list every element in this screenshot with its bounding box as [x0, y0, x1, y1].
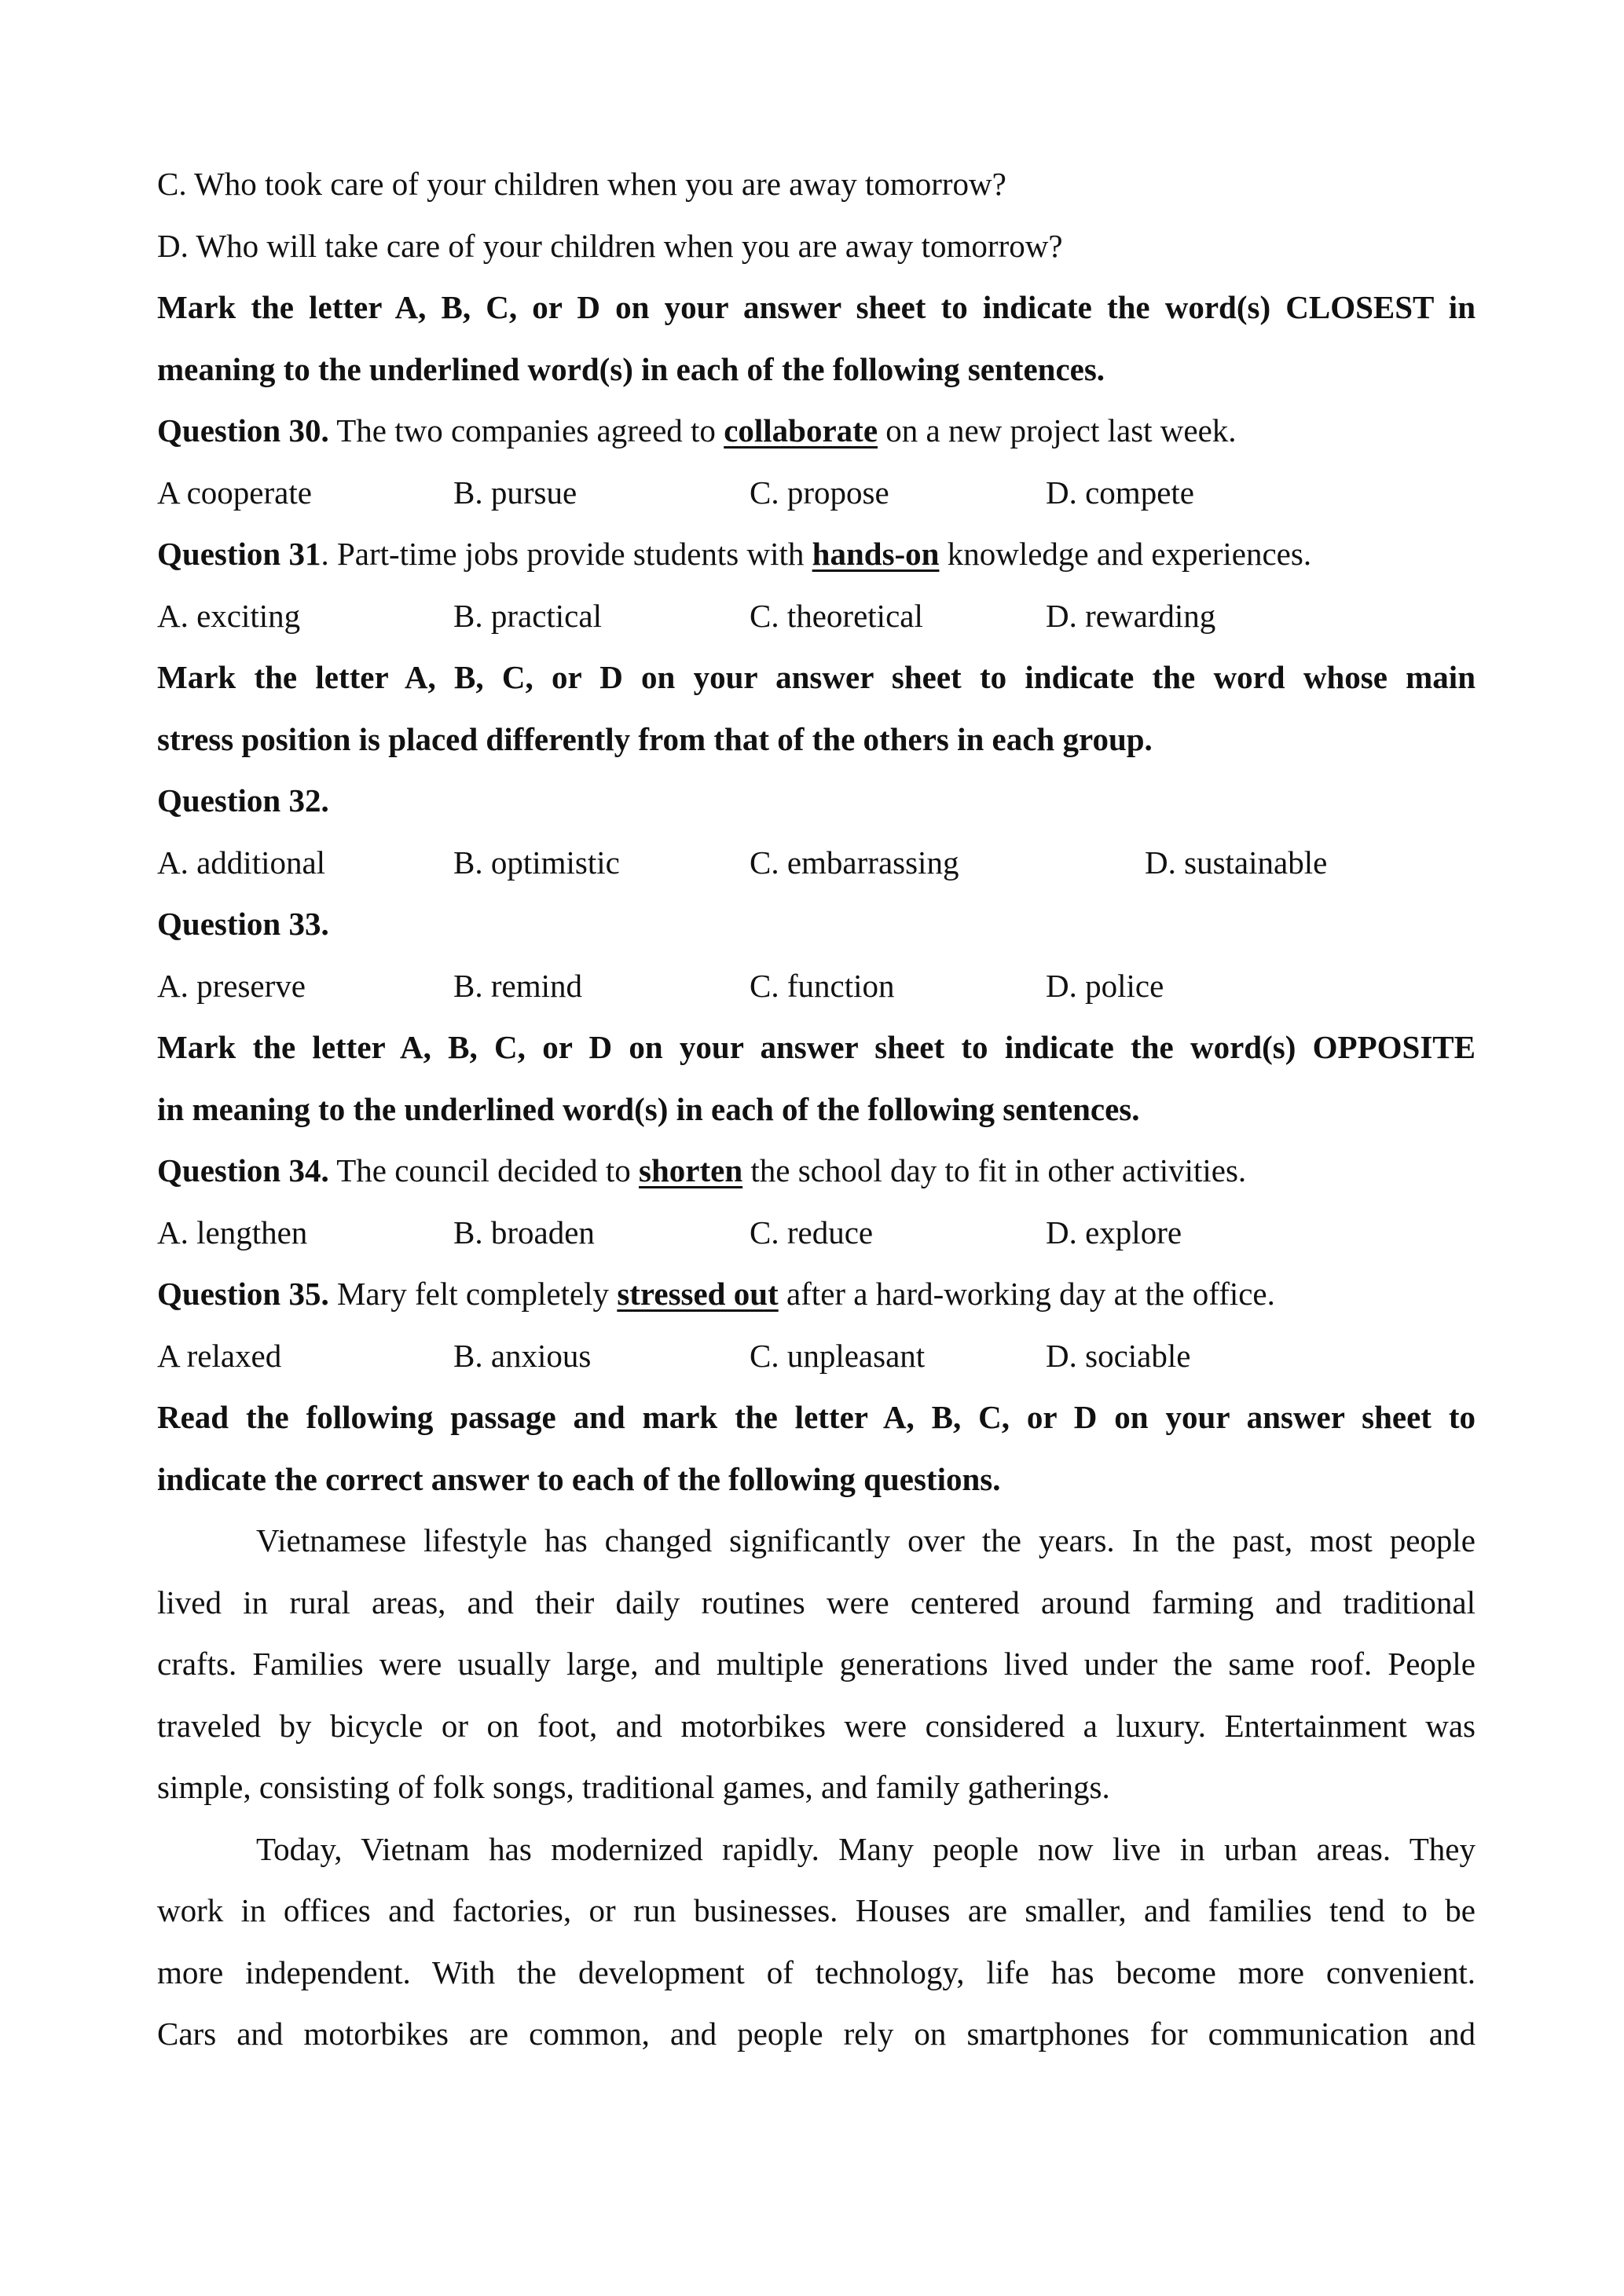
- q33-option-d: D. police: [1046, 967, 1164, 1004]
- q35-stem: [157, 1263, 1476, 1325]
- section-stress-instruction-2: stress position is placed differently from that of the others in each group.: [157, 720, 1153, 757]
- q34-stem: [157, 1140, 1476, 1202]
- q30-stem: [157, 400, 1476, 462]
- q31-option-a: A. exciting: [157, 597, 301, 634]
- section-closest-instruction-2: meaning to the underlined word(s) in each of the following sentences.: [157, 350, 1105, 387]
- passage-paragraph-1: [157, 1510, 1476, 1818]
- q34-option-c: C. reduce: [750, 1214, 874, 1251]
- passage-line: lived in rural areas, and their daily routines were centered around farming and traditional: [157, 1584, 1476, 1620]
- q34-label: Question 34.: [157, 1152, 329, 1188]
- section-closest-instruction-1: Mark the letter A, B, C, or D on your answer sheet to indicate the word(s) CLOSEST in: [157, 289, 1476, 325]
- passage-paragraph-2: [157, 1818, 1476, 2065]
- q34-text-after: the school day to fit in other activities.: [742, 1152, 1247, 1188]
- passage-line: Vietnamese lifestyle has changed significantly over the years. In the past, most people: [256, 1522, 1476, 1558]
- q35-text-before: Mary felt completely: [328, 1276, 618, 1312]
- passage-line: Cars and motorbikes are common, and people rely on smartphones for communication and: [157, 2016, 1476, 2052]
- q30-option-d: D. compete: [1046, 474, 1194, 511]
- section-reading-instruction-2: indicate the correct answer to each of the following questions.: [157, 1460, 1001, 1497]
- q31-label: Question 31: [157, 536, 321, 572]
- q31-options: [157, 585, 1476, 647]
- q30-text-after: on a new project last week.: [878, 412, 1237, 449]
- q32-label: Question 32.: [157, 782, 329, 818]
- section-opposite-instruction-2: in meaning to the underlined word(s) in each of the following sentences.: [157, 1090, 1140, 1127]
- exam-page: [157, 153, 1476, 2065]
- q33-label: Question 33.: [157, 906, 329, 942]
- q31-stem: [157, 523, 1476, 585]
- q34-text-before: The council decided to: [328, 1152, 640, 1188]
- q35-option-a: A relaxed: [157, 1337, 282, 1374]
- q32-options: [157, 832, 1476, 894]
- q29-option-d: D. Who will take care of your children when you are away tomorrow?: [157, 227, 1063, 264]
- q30-option-b: B. pursue: [453, 474, 577, 511]
- q33-options: [157, 955, 1476, 1017]
- q34-options: [157, 1202, 1476, 1264]
- q35-option-b: B. anxious: [453, 1337, 592, 1374]
- q32-option-d: D. sustainable: [1145, 844, 1328, 881]
- q35-underlined-word: stressed out: [617, 1276, 779, 1312]
- q31-underlined-word: hands-on: [812, 536, 940, 572]
- q30-underlined-word: collaborate: [724, 412, 878, 449]
- q30-options: [157, 462, 1476, 524]
- passage-line: crafts. Families were usually large, and multiple generations lived under the same roof. People: [157, 1646, 1476, 1682]
- section-stress-instruction-1: Mark the letter A, B, C, or D on your answer sheet to indicate the word whose main: [157, 659, 1476, 695]
- q30-label: Question 30.: [157, 412, 329, 449]
- q31-option-b: B. practical: [453, 597, 602, 634]
- passage-line: more independent. With the development of technology, life has become more convenient.: [157, 1954, 1476, 1990]
- q35-options: [157, 1325, 1476, 1387]
- q35-option-d: D. sociable: [1046, 1337, 1191, 1374]
- q32-option-b: B. optimistic: [453, 844, 620, 881]
- q34-option-a: A. lengthen: [157, 1214, 308, 1251]
- q35-option-c: C. unpleasant: [750, 1337, 926, 1374]
- section-reading-instruction-1: Read the following passage and mark the letter A, B, C, or D on your answer sheet to: [157, 1399, 1476, 1435]
- q35-text-after: after a hard-working day at the office.: [778, 1276, 1275, 1312]
- q35-label: Question 35.: [157, 1276, 329, 1312]
- q33-option-b: B. remind: [453, 967, 582, 1004]
- q30-option-a: A cooperate: [157, 474, 312, 511]
- q33-option-c: C. function: [750, 967, 895, 1004]
- section-opposite-instruction-1: Mark the letter A, B, C, or D on your answer sheet to indicate the word(s) OPPOSITE: [157, 1029, 1476, 1065]
- q30-text-before: The two companies agreed to: [328, 412, 724, 449]
- q34-underlined-word: shorten: [639, 1152, 743, 1188]
- passage-line: traveled by bicycle or on foot, and motorbikes were considered a luxury. Entertainment was: [157, 1707, 1476, 1744]
- q33-option-a: A. preserve: [157, 967, 306, 1004]
- q32-option-c: C. embarrassing: [750, 844, 959, 881]
- q31-text-after: knowledge and experiences.: [939, 536, 1312, 572]
- passage-line: simple, consisting of folk songs, traditional games, and family gatherings.: [157, 1769, 1110, 1805]
- q30-option-c: C. propose: [750, 474, 889, 511]
- q31-text-before: . Part-time jobs provide students with: [321, 536, 812, 572]
- q32-option-a: A. additional: [157, 844, 326, 881]
- passage-line: Today, Vietnam has modernized rapidly. Many people now live in urban areas. They: [256, 1830, 1476, 1867]
- q34-option-b: B. broaden: [453, 1214, 595, 1251]
- q34-option-d: D. explore: [1046, 1214, 1182, 1251]
- q31-option-c: C. theoretical: [750, 597, 923, 634]
- q31-option-d: D. rewarding: [1046, 597, 1216, 634]
- q29-option-c: C. Who took care of your children when you are away tomorrow?: [157, 166, 1006, 202]
- passage-line: work in offices and factories, or run businesses. Houses are smaller, and families tend to be: [157, 1892, 1476, 1928]
